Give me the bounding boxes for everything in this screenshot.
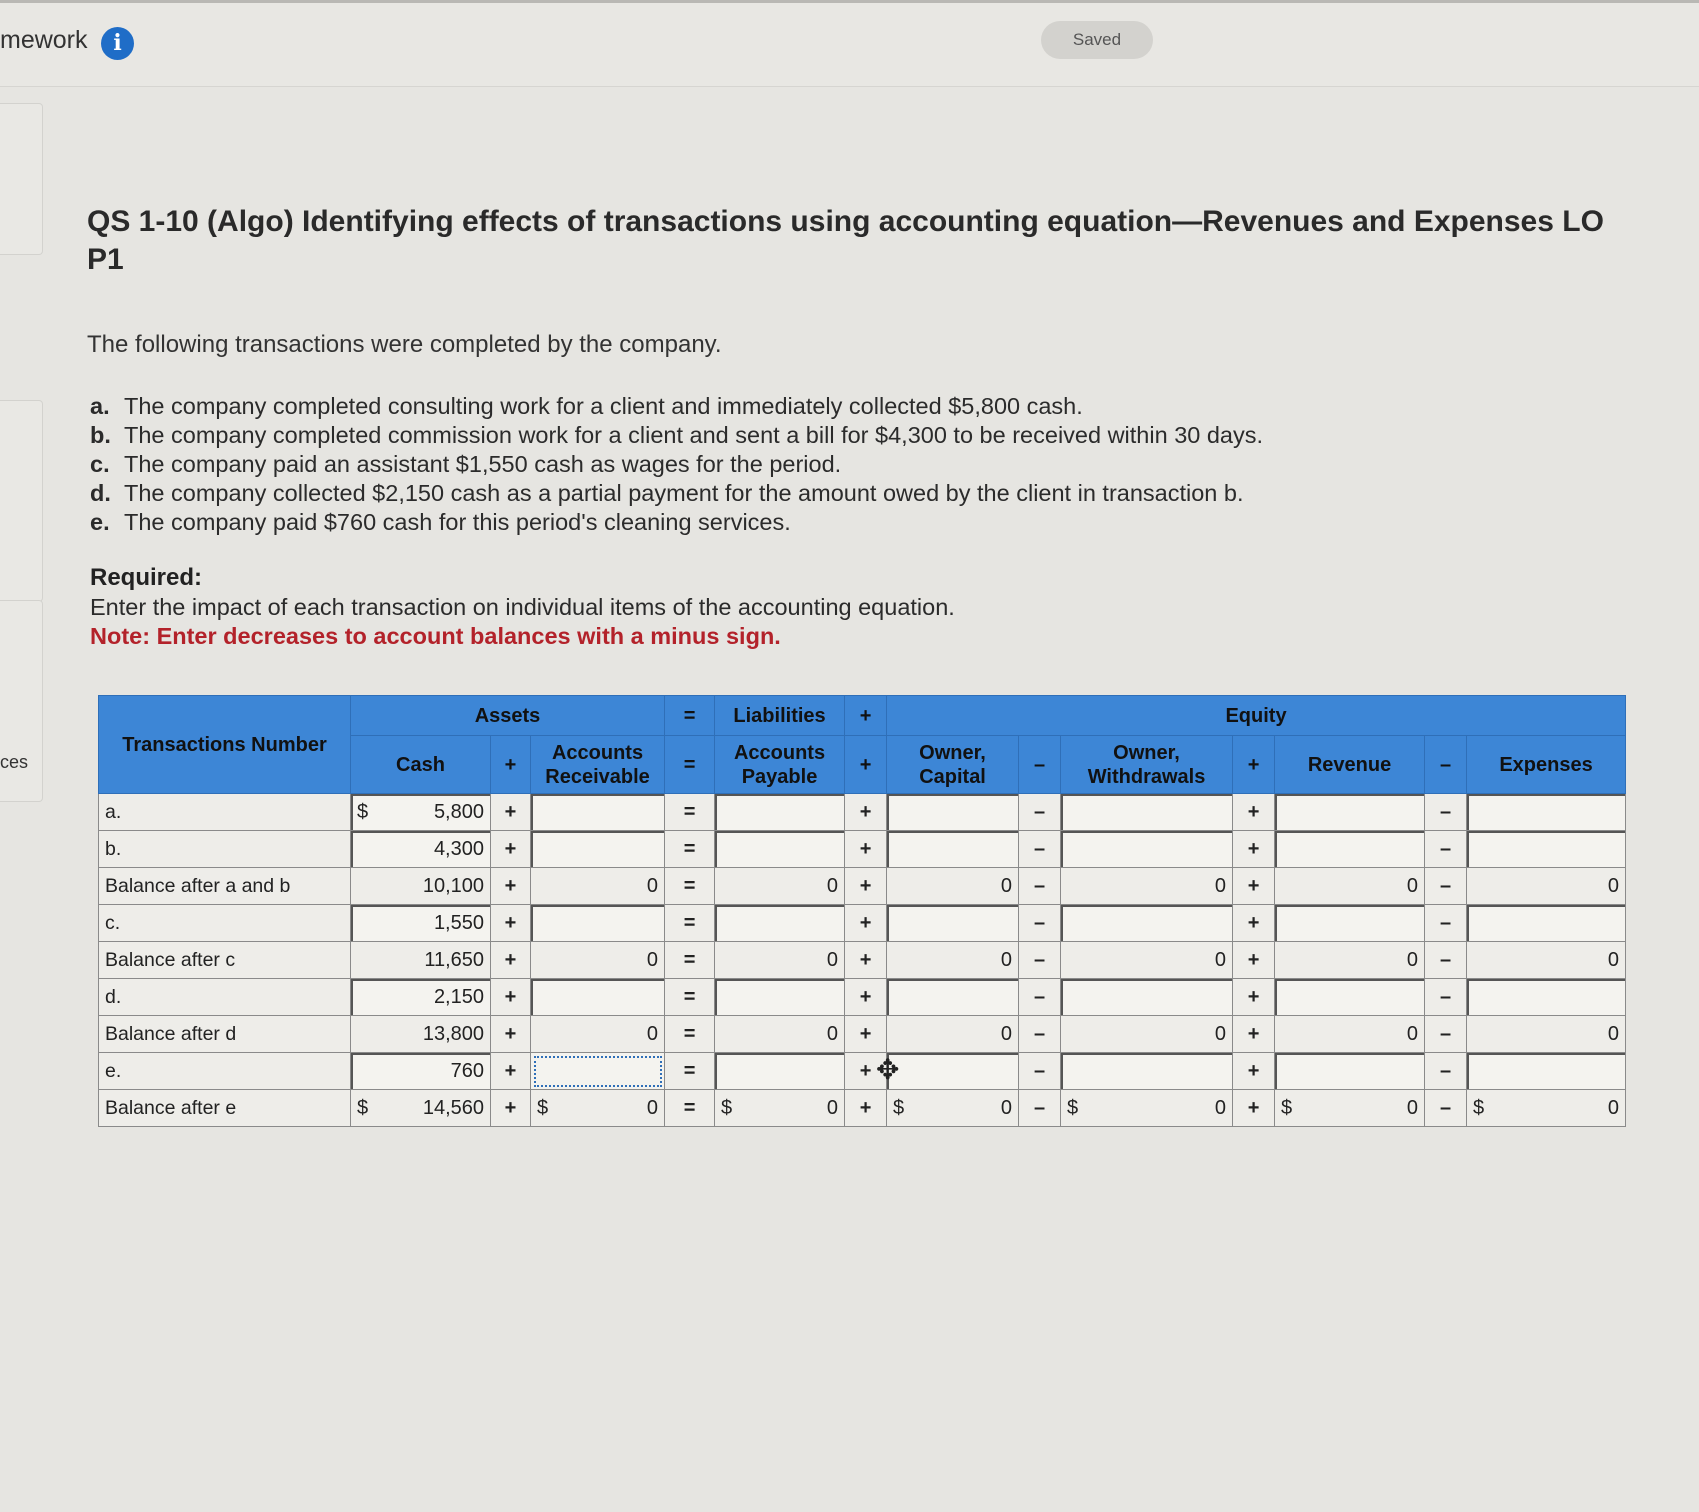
header-assets: Assets bbox=[351, 696, 665, 736]
expenses-input[interactable] bbox=[1467, 979, 1626, 1016]
expenses-final-balance: $ 0 bbox=[1467, 1090, 1626, 1127]
accounts-payable-input[interactable] bbox=[715, 1053, 845, 1090]
row-label: c. bbox=[99, 905, 351, 942]
cash-balance: 10,100 bbox=[351, 868, 491, 905]
revenue-input[interactable] bbox=[1275, 979, 1425, 1016]
revenue-balance: 0 bbox=[1275, 942, 1425, 979]
expenses-input[interactable] bbox=[1467, 794, 1626, 831]
plus-sign: + bbox=[845, 942, 887, 979]
cash-balance: 13,800 bbox=[351, 1016, 491, 1053]
plus-sign: + bbox=[1233, 868, 1275, 905]
move-cursor-icon: ✥ bbox=[876, 1054, 900, 1085]
header-minus: – bbox=[1425, 736, 1467, 794]
minus-sign: – bbox=[1425, 942, 1467, 979]
accounting-equation-table bbox=[98, 695, 1625, 1120]
revenue-input[interactable] bbox=[1275, 905, 1425, 942]
header-equals: = bbox=[665, 736, 715, 794]
plus-sign: + bbox=[1233, 1016, 1275, 1053]
expenses-input[interactable] bbox=[1467, 905, 1626, 942]
table-row bbox=[99, 979, 1626, 1016]
owner-capital-balance: 0 bbox=[887, 942, 1019, 979]
accounts-payable-input[interactable] bbox=[715, 794, 845, 831]
plus-sign: + bbox=[845, 979, 887, 1016]
minus-sign: – bbox=[1019, 1016, 1061, 1053]
transaction-item: d. The company collected $2,150 cash as a partial payment for the amount owed by the client in transaction b. bbox=[90, 480, 1244, 506]
plus-sign: + bbox=[1233, 794, 1275, 831]
plus-sign: + bbox=[845, 868, 887, 905]
revenue-final-balance: $ 0 bbox=[1275, 1090, 1425, 1127]
minus-sign: – bbox=[1019, 794, 1061, 831]
row-label: Balance after d bbox=[99, 1016, 351, 1053]
transaction-item: b. The company completed commission work for a client and sent a bill for $4,300 to be received within 30 days. bbox=[90, 422, 1264, 448]
row-label: Balance after c bbox=[99, 942, 351, 979]
side-panel-label: ces bbox=[0, 752, 29, 772]
accounts-payable-balance: 0 bbox=[715, 868, 845, 905]
expenses-balance: 0 bbox=[1467, 868, 1626, 905]
minus-sign: – bbox=[1425, 979, 1467, 1016]
minus-sign: – bbox=[1019, 942, 1061, 979]
plus-sign: + bbox=[491, 831, 531, 868]
owner-withdrawals-input[interactable] bbox=[1061, 905, 1233, 942]
header-owner-withdrawals: Owner, Withdrawals bbox=[1061, 736, 1233, 794]
minus-sign: – bbox=[1019, 905, 1061, 942]
owner-capital-input[interactable] bbox=[887, 979, 1019, 1016]
header-minus: – bbox=[1019, 736, 1061, 794]
required-note: Note: Enter decreases to account balances with a minus sign. bbox=[90, 623, 781, 649]
plus-sign: + bbox=[1233, 905, 1275, 942]
minus-sign: – bbox=[1019, 979, 1061, 1016]
accounts-receivable-input[interactable] bbox=[531, 794, 665, 831]
owner-capital-input[interactable] bbox=[887, 905, 1019, 942]
header-plus: + bbox=[491, 736, 531, 794]
accounts-payable-balance: 0 bbox=[715, 1016, 845, 1053]
expenses-input[interactable] bbox=[1467, 831, 1626, 868]
expenses-input[interactable] bbox=[1467, 1053, 1626, 1090]
accounts-receivable-input[interactable] bbox=[531, 1053, 665, 1090]
table-row bbox=[99, 905, 1626, 942]
accounts-receivable-input[interactable] bbox=[531, 979, 665, 1016]
plus-sign: + bbox=[1233, 831, 1275, 868]
header-transactions-number: Transactions Number bbox=[99, 696, 351, 794]
row-label: Balance after a and b bbox=[99, 868, 351, 905]
required-title: Required: bbox=[90, 564, 203, 591]
accounts-payable-balance: 0 bbox=[715, 942, 845, 979]
cash-input[interactable]: 760 bbox=[351, 1053, 491, 1090]
question-title: QS 1-10 (Algo) Identifying effects of transactions using accounting equation—Revenues and Expenses LO P1 bbox=[87, 205, 1604, 276]
cash-balance: 11,650 bbox=[351, 942, 491, 979]
plus-sign: + bbox=[1233, 942, 1275, 979]
equals-sign: = bbox=[665, 905, 715, 942]
table-row bbox=[99, 1090, 1626, 1127]
transaction-item: c. The company paid an assistant $1,550 cash as wages for the period. bbox=[90, 451, 842, 477]
owner-withdrawals-balance: 0 bbox=[1061, 942, 1233, 979]
accounts-payable-input[interactable] bbox=[715, 979, 845, 1016]
equals-sign: = bbox=[665, 868, 715, 905]
accounts-receivable-balance: 0 bbox=[531, 868, 665, 905]
row-label: b. bbox=[99, 831, 351, 868]
transaction-list bbox=[90, 392, 1263, 537]
header-cash: Cash bbox=[351, 736, 491, 794]
plus-sign: + bbox=[491, 868, 531, 905]
revenue-input[interactable] bbox=[1275, 831, 1425, 868]
header-equity: Equity bbox=[887, 696, 1626, 736]
equals-sign: = bbox=[665, 831, 715, 868]
side-panel-middle[interactable] bbox=[0, 400, 43, 602]
owner-capital-balance: 0 bbox=[887, 868, 1019, 905]
plus-sign: + bbox=[845, 905, 887, 942]
cash-input[interactable]: $ 5,800 bbox=[351, 794, 491, 831]
minus-sign: – bbox=[1019, 868, 1061, 905]
plus-sign: + bbox=[845, 1090, 887, 1127]
expenses-balance: 0 bbox=[1467, 942, 1626, 979]
cash-input[interactable]: 4,300 bbox=[351, 831, 491, 868]
minus-sign: – bbox=[1425, 905, 1467, 942]
revenue-balance: 0 bbox=[1275, 868, 1425, 905]
equals-sign: = bbox=[665, 1053, 715, 1090]
expenses-balance: 0 bbox=[1467, 1016, 1626, 1053]
plus-sign: + bbox=[491, 794, 531, 831]
row-label: Balance after e bbox=[99, 1090, 351, 1127]
plus-sign: + bbox=[491, 905, 531, 942]
revenue-input[interactable] bbox=[1275, 794, 1425, 831]
owner-withdrawals-balance: 0 bbox=[1061, 868, 1233, 905]
owner-withdrawals-balance: 0 bbox=[1061, 1016, 1233, 1053]
row-label: a. bbox=[99, 794, 351, 831]
header-plus: + bbox=[845, 736, 887, 794]
header-owner-capital: Owner, Capital bbox=[887, 736, 1019, 794]
plus-sign: + bbox=[845, 794, 887, 831]
accounts-receivable-final-balance: $ 0 bbox=[531, 1090, 665, 1127]
header-accounts-receivable: Accounts Receivable bbox=[531, 736, 665, 794]
owner-capital-final-balance: $ 0 bbox=[887, 1090, 1019, 1127]
table-row bbox=[99, 942, 1626, 979]
equals-sign: = bbox=[665, 979, 715, 1016]
minus-sign: – bbox=[1425, 1016, 1467, 1053]
info-icon[interactable]: i bbox=[101, 27, 134, 60]
table-row bbox=[99, 794, 1626, 831]
accounts-receivable-input[interactable] bbox=[531, 831, 665, 868]
question-intro: The following transactions were completed by the company. bbox=[87, 331, 722, 358]
accounts-receivable-input[interactable] bbox=[531, 905, 665, 942]
owner-withdrawals-input[interactable] bbox=[1061, 1053, 1233, 1090]
app-title: mework bbox=[0, 26, 88, 54]
minus-sign: – bbox=[1425, 1053, 1467, 1090]
accounts-receivable-balance: 0 bbox=[531, 1016, 665, 1053]
table-row bbox=[99, 831, 1626, 868]
plus-sign: + bbox=[1233, 1090, 1275, 1127]
minus-sign: – bbox=[1019, 1090, 1061, 1127]
owner-capital-input[interactable] bbox=[887, 831, 1019, 868]
table-row bbox=[99, 1016, 1626, 1053]
plus-sign: + bbox=[491, 1053, 531, 1090]
row-label: e. bbox=[99, 1053, 351, 1090]
plus-sign: + bbox=[491, 1090, 531, 1127]
owner-withdrawals-input[interactable] bbox=[1061, 831, 1233, 868]
owner-capital-balance: 0 bbox=[887, 1016, 1019, 1053]
transaction-item: e. The company paid $760 cash for this period's cleaning services. bbox=[90, 509, 791, 535]
required-text: Enter the impact of each transaction on individual items of the accounting equation. bbox=[90, 594, 955, 620]
equals-sign: = bbox=[665, 1016, 715, 1053]
transaction-item: a. The company completed consulting work for a client and immediately collected $5,800 cash. bbox=[90, 393, 1083, 419]
minus-sign: – bbox=[1425, 868, 1467, 905]
owner-withdrawals-input[interactable] bbox=[1061, 979, 1233, 1016]
equals-sign: = bbox=[665, 1090, 715, 1127]
owner-withdrawals-final-balance: $ 0 bbox=[1061, 1090, 1233, 1127]
header-plus: + bbox=[1233, 736, 1275, 794]
owner-capital-input[interactable] bbox=[887, 794, 1019, 831]
row-label: d. bbox=[99, 979, 351, 1016]
plus-sign: + bbox=[491, 1016, 531, 1053]
header-equals: = bbox=[665, 696, 715, 736]
minus-sign: – bbox=[1425, 831, 1467, 868]
accounts-payable-input[interactable] bbox=[715, 831, 845, 868]
equals-sign: = bbox=[665, 942, 715, 979]
equals-sign: = bbox=[665, 794, 715, 831]
header-liabilities: Liabilities bbox=[715, 696, 845, 736]
saved-status-badge: Saved bbox=[1041, 21, 1153, 59]
minus-sign: – bbox=[1425, 1090, 1467, 1127]
cash-input[interactable]: 2,150 bbox=[351, 979, 491, 1016]
plus-sign: + bbox=[491, 979, 531, 1016]
plus-sign: + bbox=[491, 942, 531, 979]
revenue-balance: 0 bbox=[1275, 1016, 1425, 1053]
table-row bbox=[99, 868, 1626, 905]
accounts-payable-final-balance: $ 0 bbox=[715, 1090, 845, 1127]
plus-sign: + bbox=[1233, 1053, 1275, 1090]
minus-sign: – bbox=[1019, 831, 1061, 868]
top-bar bbox=[0, 0, 1699, 87]
side-panel-top[interactable] bbox=[0, 103, 43, 255]
header-revenue: Revenue bbox=[1275, 736, 1425, 794]
plus-sign: + bbox=[1233, 979, 1275, 1016]
table-row bbox=[99, 1053, 1626, 1090]
header-accounts-payable: Accounts Payable bbox=[715, 736, 845, 794]
accounts-payable-input[interactable] bbox=[715, 905, 845, 942]
top-border bbox=[0, 0, 1699, 3]
revenue-input[interactable] bbox=[1275, 1053, 1425, 1090]
cash-input[interactable]: 1,550 bbox=[351, 905, 491, 942]
accounts-receivable-balance: 0 bbox=[531, 942, 665, 979]
cash-final-balance: $ 14,560 bbox=[351, 1090, 491, 1127]
owner-capital-input[interactable] bbox=[887, 1053, 1019, 1090]
header-expenses: Expenses bbox=[1467, 736, 1626, 794]
owner-withdrawals-input[interactable] bbox=[1061, 794, 1233, 831]
header-plus: + bbox=[845, 696, 887, 736]
plus-sign: + bbox=[845, 831, 887, 868]
minus-sign: – bbox=[1425, 794, 1467, 831]
plus-sign: + bbox=[845, 1016, 887, 1053]
minus-sign: – bbox=[1019, 1053, 1061, 1090]
plus-sign: + bbox=[845, 1053, 887, 1090]
